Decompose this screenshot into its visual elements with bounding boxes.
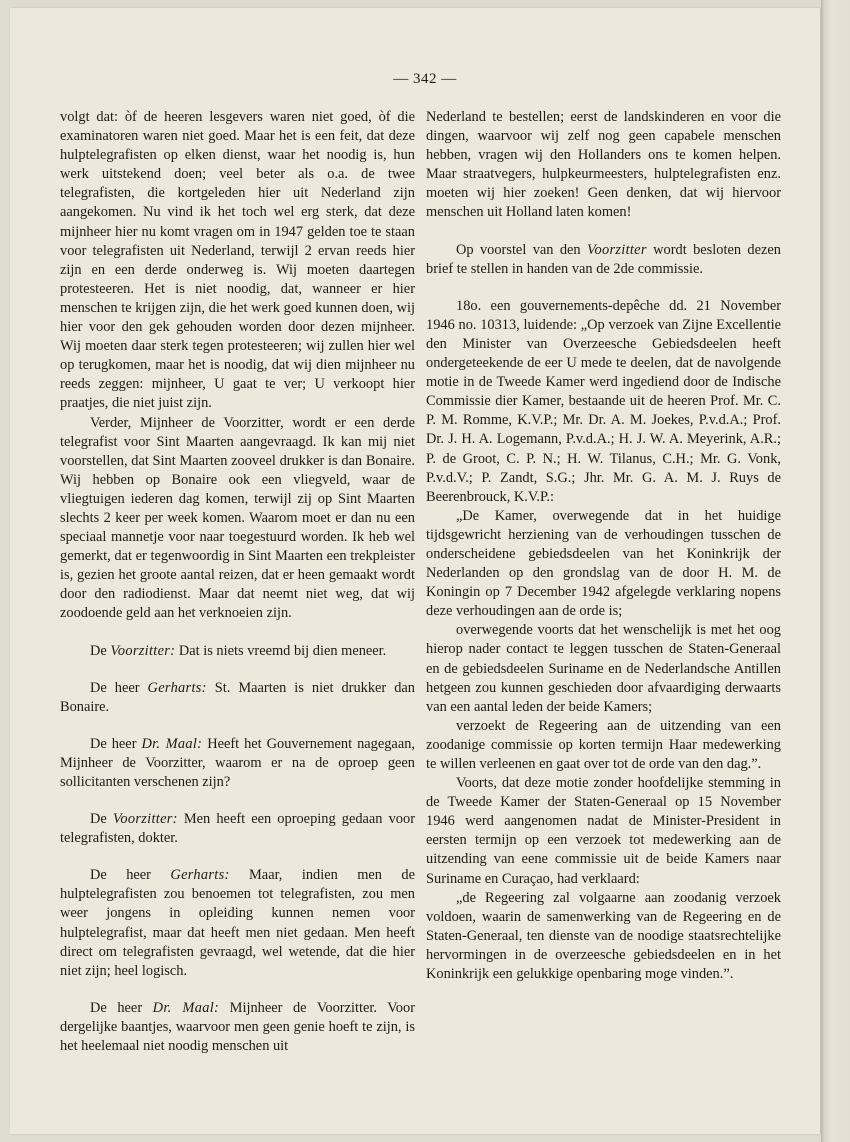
speech-text: Men heeft een oproeping gedaan voor telegrafisten, dokter. [60,811,415,847]
government-quote: „de Regeering zal volgaarne aan zoodanig verzoek voldoen, waarin de samenwerking van de Regeering en de Staten-Generaal, ten dienste van de noodige staatsrechtelijke hervormingen in de overzeesche gebiedsdeelen en in het Koninkrijk een gelukkige openbaring moge vinden.”. [426,889,781,983]
motion-quote: overwegende voorts dat het wenschelijk is met het oog hierop nader contact te leggen tusschen de Staten-Generaal en de gebiedsdeelen Suriname en de Nederlandsche Antillen hetgeen zou kunnen geschieden door afvaardiging derwaarts van een aantal leden der beide Kamers; [426,622,781,715]
speech-voorzitter [60,642,415,661]
paragraph: Voorts, dat deze motie zonder hoofdelijke stemming in de Tweede Kamer der Staten-Generaal op 15 November 1946 werd aangenomen nadat de Minister-President in eersten termijn op een verzoek tot medewerking aan de uitzending van eene commissie uit de beide Kamers naar Suriname en Curaçao, had verklaard: [426,775,781,887]
speech-prefix: De [90,642,111,659]
paragraph: 18o. een gouvernements-depêche dd. 21 November 1946 no. 10313, luidende: „Op verzoek van Zijne Excellentie den Minister van Overzeesche Gebiedsdeelen heeft ondergeteekende de eer U mede te deelen, dat de navolgende motie in de Tweede Kamer werd ingediend door de Indische Commissie dier Kamer, bestaande uit de heeren Prof. Mr. C. P. M. Romme, K.V.P.; Mr. Dr. A. M. Joekes, P.v.d.A.; Prof. Dr. J. H. A. Logemann, P.v.d.A.; H. J. W. A. Meyerink, A.R.; P. de Groot, C. P. N.; H. W. Tilanus, C.H.; Mr. G. Vonk, P.v.d.V.; P. Zandt, S.G.; Jhr. Mr. G. A. M. J. Ruys de Beerenbrouck, K.V.P.: [426,297,781,505]
paragraph: volgt dat: òf de heeren lesgevers waren niet goed, òf die examinatoren waren niet goed. Maar het is een feit, dat deze hulptelegrafisten op elken dienst, waar het noodig is, hun werk uitstekend doen; veel beter als o.a. de twee telegrafisten, die kortgeleden hier uit Nederland zijn aangekomen. Nu vind ik het toch wel erg sterk, dat deze mijnheer hier nu komt vragen om in 1947 gelden toe te staan voor telegrafisten uit Nederland, terwijl 2 ervan reeds hier zijn en een derde onderweg is. Wij moeten daartegen protesteeren. Het is niet noodig, dat, wanneer er hier menschen te krijgen zijn, die het werk goed kunnen doen, wij hier voor den gek gehouden worden door dezen mijnheer. Wij moeten daar sterk tegen protesteeren; wij zullen hier wel op terugkomen, maar het is noodig, dat wij dien mijnheer nu reeds zeggen: mijnheer, U gaat te ver; U verkoopt hier praatjes, die niet juist zijn. [60,109,415,412]
decision-text: wordt besloten dezen brief te stellen in handen van de 2de commissie. [426,241,781,277]
paragraph: Verder, Mijnheer de Voorzitter, wordt er een derde telegrafist voor Sint Maarten aangevraagd. Ik kan mij niet voorstellen, dat Sint Maarten zooveel drukker is dan Bonaire. Wij hebben op Bonaire ook een vliegveld, waar de vliegtuigen iederen dag komen, terwijl zij op Sint Maarten slechts 2 keer per week komen. Waarom moet er dan nu een speciaal mannetje voor naar toegestuurd worden. Ik heb wel gemerkt, dat er tegenwoordig in Sint Maarten een trekpleister is, gezien het groote aantal reizen, dat er heen gemaakt wordt door den radiodienst. Maar dat neemt niet weg, dat wij zoodoende geld aan het verknoeien zijn. [60,414,415,622]
speech-prefix: De heer [90,999,153,1016]
speech-voorzitter [60,810,415,848]
paragraph: Nederland te bestellen; eerst de landskinderen en voor die dingen, waarvoor wij zelf nog geen capabele menschen hebben, vragen wij den Hollanders ons te komen helpen. Maar straatvegers, hulpkeurmeesters, hulptelegrafisten enz. moeten wij hier zoeken! Geen denken, dat wij hiervoor menschen uit Holland laten komen! [426,109,781,221]
page-number: — 342 — [393,71,457,87]
speaker-name: Gerharts: [170,867,230,884]
motion-quote: „De Kamer, overwegende dat in het huidige tijdsgewricht herziening van de verhoudingen tusschen de onderscheidene gebiedsdeelen van het Koninkrijk der Nederlanden op den grondslag van de door H. M. de Koningin op 7 December 1942 afgelegde verklaring nopens deze verhoudingen aan de orde is; [426,507,781,620]
speaker-name: Voorzitter [587,241,647,258]
speech-prefix: De [90,811,113,828]
speech-prefix: De heer [90,867,171,884]
speech-text: Dat is niets vreemd bij dien meneer. [175,642,387,659]
speech-text: Heeft het Gouvernement nagegaan, Mijnheer de Voorzitter, waarom er na de oproep geen sollicitanten verschenen zijn? [60,735,415,790]
adjacent-page-edge [821,0,850,1142]
speech-text: Mijnheer de Voorzitter. Voor dergelijke baantjes, waarvoor men geen genie hoeft te zijn, is het heelemaal niet noodig menschen uit [60,999,415,1055]
left-column [60,108,415,1056]
speech-maal [60,999,415,1056]
right-column [426,108,781,984]
speech-maal [60,735,415,792]
speech-text: Maar, indien men de hulptelegrafisten zou benoemen tot telegrafisten, zou men weer jongens in opleiding kunnen nemen voor hulptelegrafist, maar dat heeft men niet gedaan. Men heeft direct om telegrafisten gevraagd, wel wetende, dat die hier niet zijn; heel logisch. [60,867,415,979]
speaker-name: Dr. Maal: [141,735,203,752]
motion-quote: verzoekt de Regeering aan de uitzending van een zoodanige commissie op korten termijn Haar medewerking te willen verleenen en gaat over tot de orde van den dag.”. [426,717,781,772]
speaker-name: Voorzitter: [110,642,176,659]
speech-prefix: De heer [90,679,148,696]
decision-paragraph [426,241,781,279]
speaker-name: Gerharts: [147,679,207,696]
speaker-name: Voorzitter: [112,811,178,828]
speech-prefix: De heer [90,735,142,752]
speaker-name: Dr. Maal: [152,999,220,1016]
speech-text: St. Maarten is niet drukker dan Bonaire. [60,679,415,715]
speech-gerharts [60,866,415,981]
decision-prefix: Op voorstel van den [456,241,587,258]
speech-gerharts [60,679,415,717]
